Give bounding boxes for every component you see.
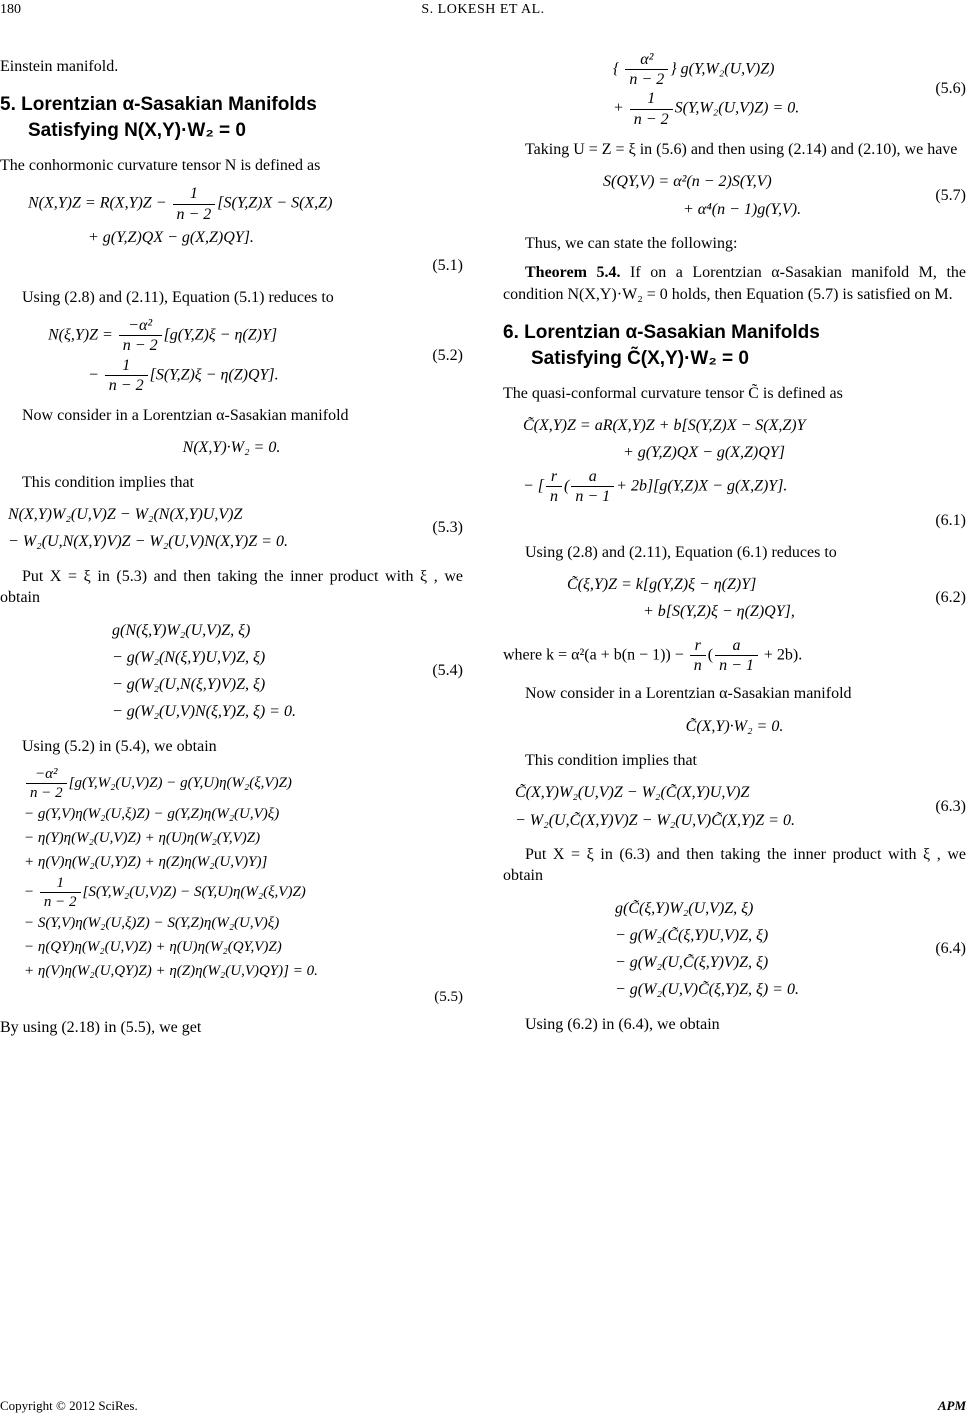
eq-text: g(Y,W₂(U,V)Z) (680, 60, 775, 78)
intro-tail: Einstein manifold. (0, 58, 119, 75)
section-5-subtitle: Satisfying N(X,Y)·W₂ = 0 (28, 120, 246, 142)
fraction: $\frac{\text{−α²}}{n - 2}$ (26, 765, 67, 802)
where-clause: where k = α²(a + b(n − 1)) − $\frac{r}{n}$ ( $\frac{a}{n - 1}$ + 2b). (503, 636, 803, 674)
eq-text: [g(Y,Z)ξ − η(Z)Y] (163, 326, 278, 344)
paragraph: Using (6.2) in (6.4), we obtain (525, 1015, 720, 1033)
eq-text: − η(Y)η(W₂(U,V)Z) + η(U)η(W₂(Y,V)Z) (24, 830, 261, 847)
paragraph: The conhormonic curvature tensor N is defined as (0, 156, 321, 174)
equation-number: (6.2) (935, 589, 966, 607)
paragraph: Put X = ξ in (5.3) and then taking the inner product with ξ , we obtain (0, 567, 463, 607)
equation-number: (6.1) (935, 512, 966, 530)
eq-text: g(C̃(ξ,Y)W₂(U,V)Z, ξ) (615, 899, 754, 917)
paragraph: This condition implies that (525, 751, 697, 769)
equation-6-1: C̃(X,Y)Z = aR(X,Y)Z + b[S(Y,Z)X − S(X,Z)Y + g(Y,Z)QX − g(X,Z)QY] − [ $\frac{r}{n}$ ( $\frac{a}{n - 1}$ + 2b][g(Y,Z)X − g(X,Z)Y]. (6.1) (503, 412, 966, 531)
fraction: $\frac{a}{n - 1}$ (715, 636, 758, 675)
eq-text: [S(Y,W₂(U,V)Z) − S(Y,U)η(W₂(ξ,V)Z) (82, 884, 306, 901)
eq-text: − g(W₂(N(ξ,Y)U,V)Z, ξ) (112, 649, 266, 666)
section-5-title: 5. Lorentzian α-Sasakian Manifolds (0, 93, 317, 115)
eq-text: + η(V)η(W₂(U,QY)Z) + η(Z)η(W₂(U,V)QY)] = 0. (24, 963, 318, 980)
equation-number: (5.4) (432, 662, 463, 680)
eq-text: − g(W₂(U,N(ξ,Y)V)Z, ξ) (112, 676, 266, 694)
paragraph: Thus, we can state the following: (525, 234, 738, 252)
eq-text: − W₂(U,C̃(X,Y)V)Z − W₂(U,V)C̃(X,Y)Z = 0. (515, 811, 795, 829)
equation-number: (5.3) (432, 519, 463, 537)
equation-number: (5.5) (434, 989, 463, 1006)
running-head: S. LOKESH ET AL. (421, 2, 545, 17)
fraction: $\frac{\text{−α²}}{n - 2}$ (119, 316, 162, 355)
section-6-title: 6. Lorentzian α-Sasakian Manifolds (503, 321, 820, 343)
eq-text: [S(Y,Z)X − S(X,Z) (217, 194, 333, 212)
paragraph: Using (2.8) and (2.11), Equation (5.1) reduces to (22, 288, 334, 306)
equation-5-5: $\frac{\text{−α²}}{n - 2}$ [g(Y,W₂(U,V)Z) − g(Y,U)η(W₂(ξ,V)Z) − g(Y,V)η(W₂(U,ξ)Z) − g(Y,Z)η(W₂(U,V)ξ) − η(Y)η(W₂(U,V)Z) + η(U)η(W₂(Y,V)Z) + η(V)η(W₂(U,Y)Z) + η(Z)η(W₂(U,V)Y)] − $\frac{1}{n - 2}$ [S(Y,W₂(U,V)Z) − S(Y,U)η(W₂(ξ,V)Z) − S(Y,V)η(W₂(U,ξ)Z) − S(Y,Z)η(W₂(U,V)ξ) − η(QY)η(W₂(U,V)Z) + η(U)η(W₂(QY,V)Z) + η(V)η(W₂(U,QY)Z) + η(Z)η(W₂(U,V)QY)] = 0. (5.5) (0, 765, 463, 1007)
eq-text: + g(Y,Z)QX − g(X,Z)QY]. (88, 228, 254, 246)
eq-text: + 2b][g(Y,Z)X − g(X,Z)Y]. (616, 477, 788, 495)
equation-6-4 (503, 895, 966, 1004)
paragraph: By using (2.18) in (5.5), we get (0, 1019, 202, 1037)
paragraph: This condition implies that (22, 473, 194, 491)
fraction: $\frac{1}{n - 2}$ (630, 89, 673, 128)
equation-5-4 (0, 617, 463, 726)
eq-text: − W₂(U,N(X,Y)V)Z − W₂(U,V)N(X,Y)Z = 0. (8, 533, 288, 551)
equation-6-2 (503, 571, 966, 625)
eq-text: − (88, 365, 103, 383)
paragraph: Using (2.8) and (2.11), Equation (6.1) reduces to (525, 543, 837, 561)
paragraph: Put X = ξ in (6.3) and then taking the inner product with ξ , we obtain (503, 845, 966, 885)
eq-text: C̃(X,Y)W₂(U,V)Z − W₂(C̃(X,Y)U,V)Z (515, 784, 750, 802)
page-header (0, 0, 966, 22)
fraction: $\frac{r}{n}$ (690, 636, 706, 675)
page-number: 180 (0, 2, 21, 17)
equation-number: (6.3) (935, 797, 966, 815)
equation-5-6: { $\frac{\text{α²}}{n - 2}$ } g(Y,W₂(U,V)Z) + $\frac{1}{n - 2}$ S(Y,W₂(U,V)Z) = 0. (5.6) (613, 51, 966, 128)
equation-5-7 (503, 168, 966, 222)
equation-condition-c: C̃(X,Y)·W₂ = 0. (685, 717, 784, 735)
copyright: Copyright © 2012 SciRes. (0, 1398, 138, 1413)
paragraph: Using (5.2) in (5.4), we obtain (22, 737, 217, 755)
eq-text: S(QY,V) = α²(n − 2)S(Y,V) (603, 173, 772, 191)
eq-text: − η(QY)η(W₂(U,V)Z) + η(U)η(W₂(QY,V)Z) (24, 939, 282, 956)
equation-number: (6.4) (935, 940, 966, 958)
eq-text: + b[S(Y,Z)ξ − η(Z)QY], (643, 603, 795, 621)
eq-text: − g(W₂(U,C̃(ξ,Y)V)Z, ξ) (615, 954, 769, 972)
section-6-heading (503, 320, 966, 373)
equation-condition-n: N(X,Y)·W₂ = 0. (182, 439, 281, 457)
equation-number: (5.2) (432, 346, 463, 364)
eq-text: N(X,Y)W₂(U,V)Z − W₂(N(X,Y)U,V)Z (8, 506, 243, 524)
eq-text: + g(Y,Z)QX − g(X,Z)QY] (623, 444, 785, 462)
equation-5-1 (0, 184, 463, 276)
eq-text: − S(Y,V)η(W₂(U,ξ)Z) − S(Y,Z)η(W₂(U,V)ξ) (24, 915, 280, 932)
eq-text: C̃(X,Y)Z = aR(X,Y)Z + b[S(Y,Z)X − S(X,Z)Y (523, 417, 806, 435)
eq-text: − g(W₂(C̃(ξ,Y)U,V)Z, ξ) (615, 927, 769, 945)
eq-text: − g(W₂(U,V)C̃(ξ,Y)Z, ξ) = 0. (615, 981, 799, 999)
equation-5-2 (0, 316, 463, 395)
eq-text: − g(Y,V)η(W₂(U,ξ)Z) − g(Y,Z)η(W₂(U,V)ξ) (24, 806, 280, 823)
fraction: $\frac{1}{n - 2}$ (105, 356, 148, 395)
eq-text: N(ξ,Y)Z = (48, 326, 117, 344)
equation-number: (5.6) (935, 80, 966, 98)
eq-text: + η(V)η(W₂(U,Y)Z) + η(Z)η(W₂(U,V)Y)] (24, 854, 268, 871)
theorem-5-4 (503, 262, 966, 305)
paragraph: Now consider in a Lorentzian α-Sasakian manifold (22, 406, 349, 424)
paragraph: Now consider in a Lorentzian α-Sasakian manifold (525, 684, 852, 702)
eq-text: C̃(ξ,Y)Z = k[g(Y,Z)ξ − η(Z)Y] (567, 576, 757, 594)
paragraph: Taking U = Z = ξ in (5.6) and then using (2.14) and (2.10), we have (525, 140, 958, 158)
eq-text: [g(Y,W₂(U,V)Z) − g(Y,U)η(W₂(ξ,V)Z) (68, 775, 292, 792)
section-5-heading (0, 92, 463, 145)
eq-text: g(N(ξ,Y)W₂(U,V)Z, ξ) (112, 621, 251, 639)
fraction: $\frac{1}{n - 2}$ (173, 184, 216, 223)
eq-text: − g(W₂(U,V)N(ξ,Y)Z, ξ) = 0. (112, 703, 296, 721)
eq-text: S(Y,W₂(U,V)Z) = 0. (674, 99, 800, 117)
equation-5-3 (0, 501, 463, 555)
equation-number: (5.7) (935, 186, 966, 204)
eq-text: N(X,Y)Z = R(X,Y)Z − (28, 194, 171, 212)
section-6-subtitle: Satisfying C̃(X,Y)·W₂ = 0 (531, 348, 749, 370)
equation-6-3 (503, 779, 966, 833)
left-column (0, 40, 463, 1047)
paragraph: The quasi-conformal curvature tensor C̃ is defined as (503, 384, 843, 402)
theorem-label: Theorem 5.4. (525, 264, 621, 282)
eq-text: + α⁴(n − 1)g(Y,V). (683, 200, 802, 218)
fraction: $\frac{\text{α²}}{n - 2}$ (625, 50, 668, 89)
fraction: $\frac{1}{n - 2}$ (40, 874, 81, 911)
fraction: $\frac{a}{n - 1}$ (571, 467, 614, 506)
eq-text: [S(Y,Z)ξ − η(Z)QY]. (149, 365, 279, 383)
theorem-text: If on a Lorentzian α-Sasakian manifold M, the condition N(X,Y)·W₂ = 0 holds, then Equation (5.7) is satisfied on M. (503, 264, 966, 303)
journal-name: APM (937, 1398, 966, 1413)
fraction: $\frac{r}{n}$ (546, 467, 562, 506)
right-column (503, 40, 966, 1043)
equation-number: (5.1) (432, 256, 463, 274)
